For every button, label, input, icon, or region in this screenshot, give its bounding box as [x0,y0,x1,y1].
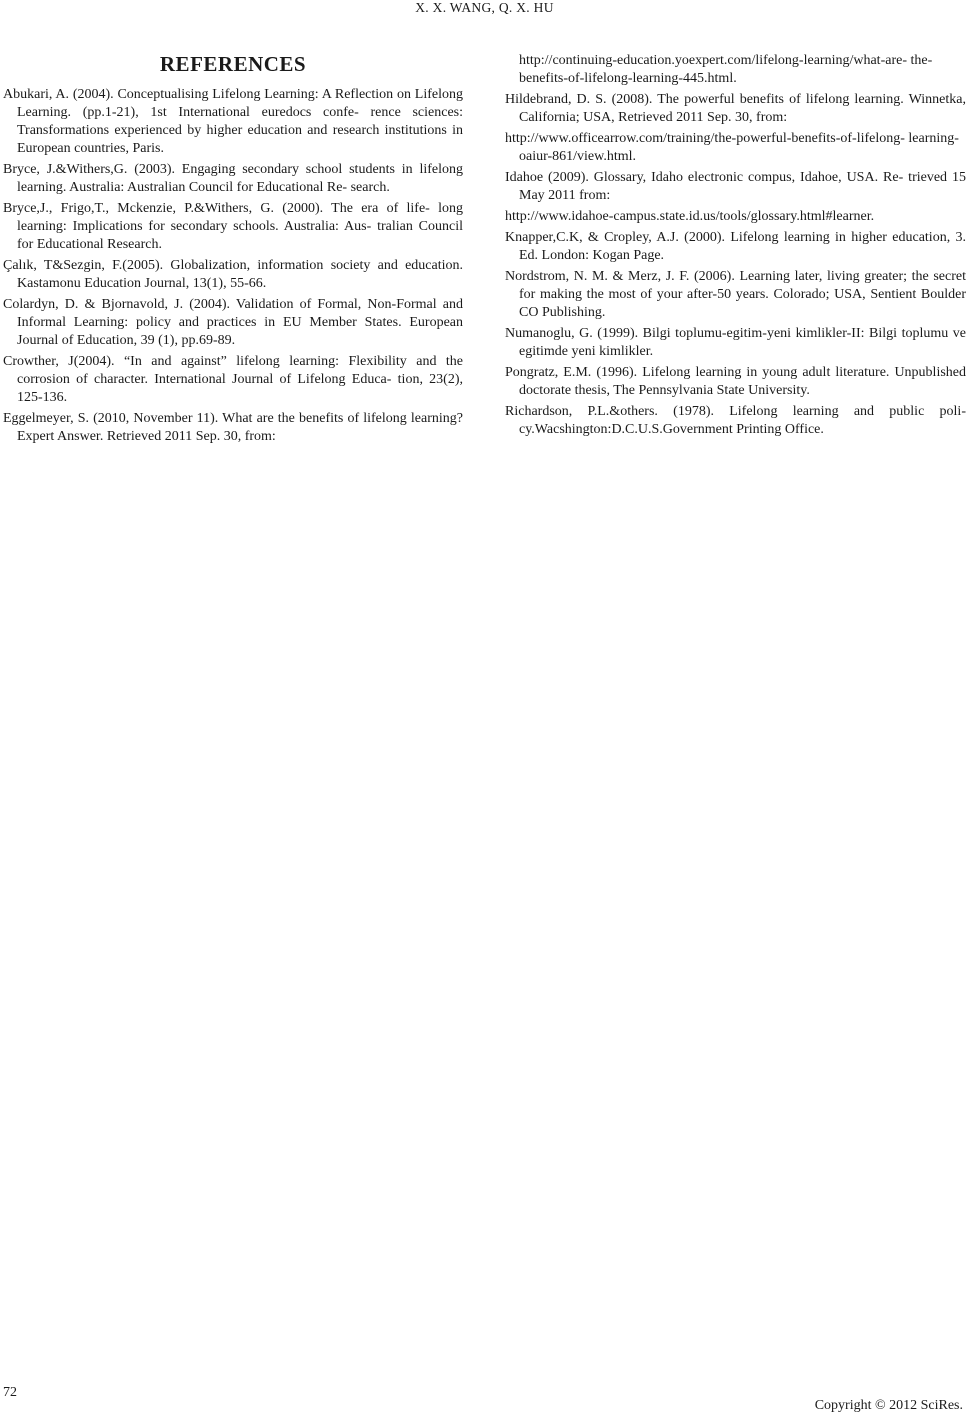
running-header: X. X. WANG, Q. X. HU [415,0,554,15]
copyright-notice: Copyright © 2012 SciRes. [814,1398,963,1413]
reference-url: http://www.officearrow.com/training/the-powerful-benefits-of-lifelong- learning-oaiur-861/view.html. [505,131,959,164]
reference-entry: Numanoglu, G. (1999). Bilgi toplumu-egitim-yeni kimlikler-II: Bilgi toplumu ve egitimde yeni kimlikler. [505,326,966,359]
reference-entry: Hildebrand, D. S. (2008). The powerful benefits of lifelong learning. Winnetka, California; USA, Retrieved 2011 Sep. 30, from: [505,92,966,125]
reference-entry: Colardyn, D. & Bjornavold, J. (2004). Validation of Formal, Non-Formal and Informal Learning: policy and practices in EU Member States. European Journal of Education, 39 (1), pp.69-89. [3,297,463,348]
reference-entry: Crowther, J(2004). “In and against” lifelong learning: Flexibility and the corrosion of character. International Journal of Lifelong Educa- tion, 23(2), 125-136. [3,354,463,405]
reference-url: http://www.idahoe-campus.state.id.us/tools/glossary.html#learner. [505,209,875,224]
reference-entry: Idahoe (2009). Glossary, Idaho electronic compus, Idahoe, USA. Re- trieved 15 May 2011 from: [505,170,966,203]
reference-entry: Eggelmeyer, S. (2010, November 11). What are the benefits of lifelong learning? Expert Answer. Retrieved 2011 Sep. 30, from: [3,411,463,444]
left-column [3,52,463,449]
reference-entry: Nordstrom, N. M. & Merz, J. F. (2006). Learning later, living greater; the secret for making the most of your after-50 years. Colorado; USA, Sentient Boulder CO Publishing. [505,269,966,320]
reference-entry: Çalık, T&Sezgin, F.(2005). Globalization, information society and education. Kastamonu Education Journal, 13(1), 55-66. [3,258,463,291]
reference-entry: Richardson, P.L.&others. (1978). Lifelong learning and public poli- cy.Wacshington:D.C.U.S.Government Printing Office. [505,404,966,437]
reference-continuation-url: http://continuing-education.yoexpert.com/lifelong-learning/what-are- the-benefits-of-lifelong-learning-445.html. [519,53,933,86]
reference-entry: Abukari, A. (2004). Conceptualising Lifelong Learning: A Reflection on Lifelong Learning. (pp.1-21), 1st International euredocs confe- rence sciences: Transformations experienced by higher education and research institutions in European countries, Paris. [3,87,463,156]
reference-entry: Knapper,C.K, & Cropley, A.J. (2000). Lifelong learning in higher education, 3. Ed. London: Kogan Page. [505,230,966,263]
right-column [505,52,966,442]
page-number: 72 [3,1385,17,1400]
reference-entry: Bryce,J., Frigo,T., Mckenzie, P.&Withers, G. (2000). The era of life- long learning: Implications for secondary schools. Australia: Aus- tralian Council for Educational Research. [3,201,463,252]
references-heading: REFERENCES [159,52,307,76]
reference-entry: Pongratz, E.M. (1996). Lifelong learning in young adult literature. Unpublished doctorate thesis, The Pennsylvania State University. [505,365,966,398]
reference-entry: Bryce, J.&Withers,G. (2003). Engaging secondary school students in lifelong learning. Australia: Australian Council for Educational Re- search. [3,162,463,195]
